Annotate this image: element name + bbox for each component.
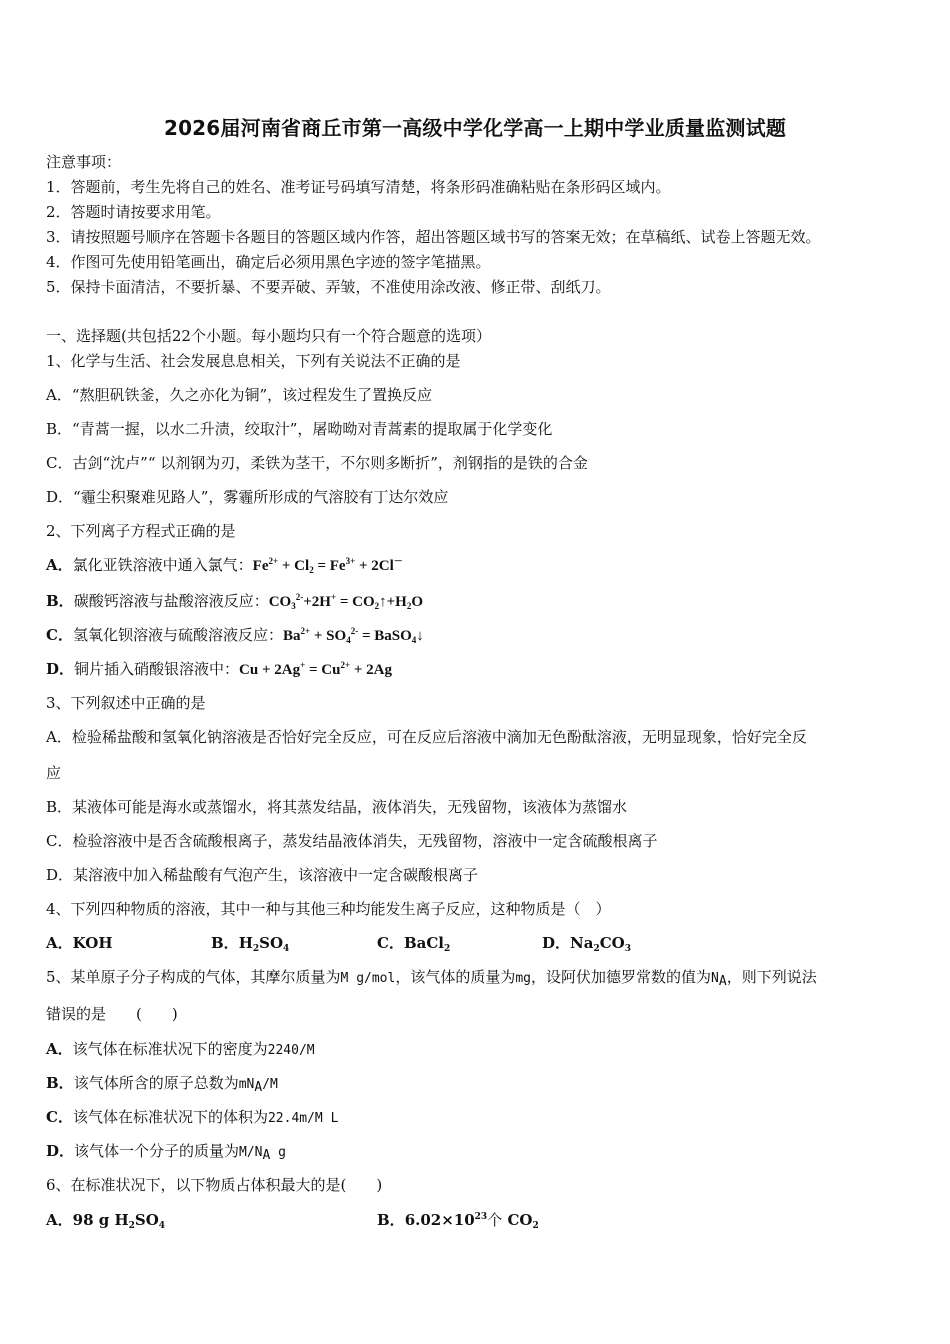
question-2-stem: 2、下列离子方程式正确的是	[46, 522, 236, 540]
formula: $Cu + 2Ag^+ = Cu^{2+} + 2Ag$	[239, 660, 392, 678]
notice-item: 1．答题前，考生先将自己的姓名、准考证号码填写清楚，将条形码准确粘贴在条形码区域内。	[46, 178, 671, 196]
question-1-stem: 1、化学与生活、社会发展息息相关，下列有关说法不正确的是	[46, 352, 461, 370]
question-6-stem: 6、在标准状况下，以下物质占体积最大的是( )	[46, 1176, 383, 1194]
question-2-option-b	[46, 591, 423, 612]
question-5-option-d: D．该气体一个分子的质量为$M/N_A$ g	[46, 1142, 286, 1163]
formula: $Ba^{2+} + SO_4^{2-}$ = BaSO$_4$↓	[282, 626, 424, 645]
question-6-option-a: A．98 g $H_2SO_4$	[46, 1211, 166, 1231]
question-2-option-d	[46, 659, 392, 680]
option-label: C．	[46, 626, 73, 644]
notice-item: 5．保持卡面清洁，不要折暴、不要弄破、弄皱，不准使用涂改液、修正带、刮纸刀。	[46, 278, 611, 296]
question-1-option-d: D．“霾尘积聚难见路人”，雾霾所形成的气溶胶有丁达尔效应	[46, 488, 449, 506]
question-5-option-b: B．该气体所含的原子总数为$mN_A/M$	[46, 1074, 278, 1095]
question-4-stem: 4、下列四种物质的溶液，其中一种与其他三种均能发生离子反应，这种物质是（ ）	[46, 900, 611, 918]
option-text: 铜片插入硝酸银溶液中：	[74, 660, 240, 678]
question-5-stem-continued: 错误的是 ( )	[46, 1005, 178, 1023]
page-title: 2026届河南省商丘市第一高级中学化学高一上期中学业质量监测试题	[163, 116, 787, 140]
option-text: 碳酸钙溶液与盐酸溶液反应：	[73, 592, 269, 610]
question-4-option-a: A．KOH	[46, 934, 113, 952]
question-1-option-a: A．“熬胆矾铁釜，久之亦化为铜”，该过程发生了置换反应	[46, 386, 433, 404]
question-3-option-c: C．检验溶液中是否含硫酸根离子，蒸发结晶液体消失，无残留物，溶液中一定含硫酸根离子	[46, 832, 658, 850]
question-1-option-b: B．“青蒿一握，以水二升渍，绞取汁”，屠呦呦对青蒿素的提取属于化学变化	[46, 420, 553, 438]
formula: $CO_3^{2-}+2H^+$ = $CO_2↑+H_2O$	[268, 592, 424, 611]
question-1-option-c: C．古剑“沈卢”“ 以剂钢为刃，柔铁为茎干，不尔则多断折”，剂钢指的是铁的合金	[46, 454, 588, 472]
question-4-option-c: C．BaCl$_2$	[377, 934, 451, 954]
section-heading: 一、选择题(共包括22个小题。每小题均只有一个符合题意的选项）	[46, 327, 491, 345]
question-2-option-a	[46, 555, 403, 576]
question-5-option-a: A．该气体在标准状况下的密度为2240/M	[46, 1040, 315, 1058]
question-4-option-d: D．$Na_2CO_3$	[542, 934, 631, 954]
option-text: 氯化亚铁溶液中通入氯气：	[72, 556, 253, 574]
question-5-stem: 5、某单原子分子构成的气体，其摩尔质量为M g/mol，该气体的质量为mg，设阿伏加德罗常数的值为$N_A$，则下列说法	[46, 968, 817, 989]
question-3-option-a-continued: 应	[46, 764, 62, 782]
question-5-option-c: C．该气体在标准状况下的体积为22.4m/M L	[46, 1108, 339, 1126]
notice-item: 4．作图可先使用铅笔画出，确定后必须用黑色字迹的签字笔描黑。	[46, 253, 491, 271]
question-6-option-b: B．$6.02\times 10^{23}$个 $CO_2$	[377, 1211, 539, 1231]
option-label: D．	[46, 660, 75, 678]
question-3-option-b: B．某液体可能是海水或蒸馏水，将其蒸发结晶，液体消失，无残留物，该液体为蒸馏水	[46, 798, 628, 816]
question-3-option-a: A．检验稀盐酸和氢氧化钠溶液是否恰好完全反应，可在反应后溶液中滴加无色酚酞溶液，无明显现象，恰好完全反	[46, 728, 807, 746]
notice-item: 3．请按照题号顺序在答题卡各题目的答题区域内作答，超出答题区域书写的答案无效；在草稿纸、试卷上答题无效。	[46, 228, 821, 246]
notice-item: 2．答题时请按要求用笔。	[46, 203, 221, 221]
option-text: 氢氧化钡溶液与硫酸溶液反应：	[72, 626, 283, 644]
question-3-option-d: D．某溶液中加入稀盐酸有气泡产生，该溶液中一定含碳酸根离子	[46, 866, 479, 884]
question-4-option-b: B．$H_2SO_4$	[211, 934, 290, 954]
formula: $Fe^{2+} + Cl_2 = Fe^{3+} + 2Cl^-$	[252, 556, 403, 575]
option-label: A．	[46, 556, 73, 574]
question-3-stem: 3、下列叙述中正确的是	[46, 694, 206, 712]
option-label: B．	[46, 592, 74, 610]
question-2-option-c	[46, 625, 424, 646]
notice-heading: 注意事项：	[46, 153, 122, 171]
